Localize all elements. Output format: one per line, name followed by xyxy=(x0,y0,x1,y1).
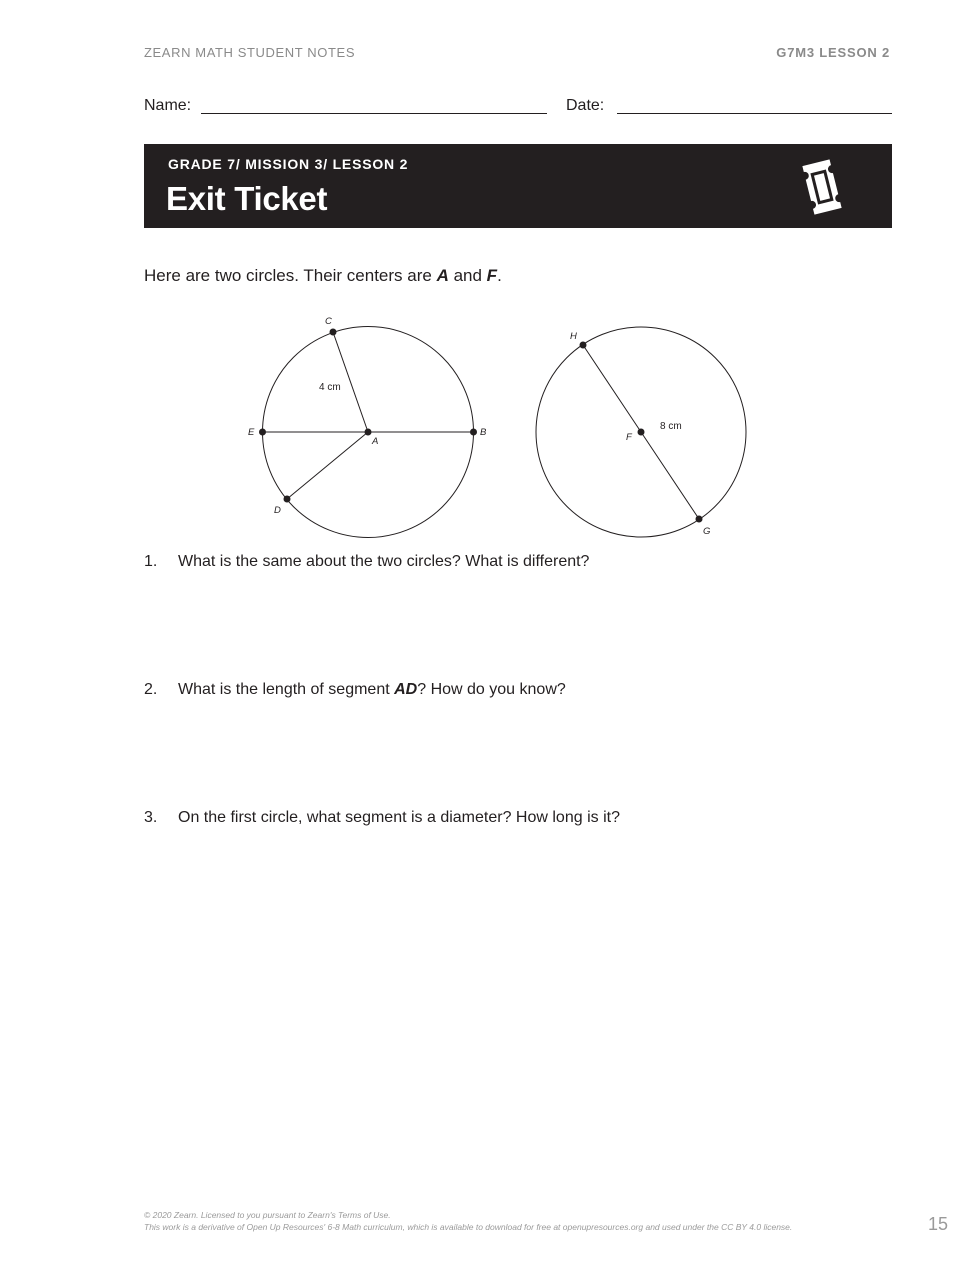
point-h xyxy=(580,342,587,349)
intro-text: Here are two circles. Their centers are A and F. xyxy=(144,266,502,285)
footer-attribution: This work is a derivative of Open Up Resources' 6-8 Math curriculum, which is available to download for free at openupresources.org and used under the CC BY 4.0 license. xyxy=(144,1222,793,1232)
exit-ticket-banner xyxy=(144,144,892,228)
question-text: On the first circle, what segment is a diameter? How long is it? xyxy=(178,809,620,826)
point-d xyxy=(284,496,291,503)
label-c: C xyxy=(325,316,332,327)
point-b xyxy=(470,429,477,436)
point-g xyxy=(696,516,703,523)
name-label: Name: xyxy=(144,97,192,114)
header-lesson-label: G7M3 LESSON 2 xyxy=(776,45,890,60)
point-e xyxy=(259,429,266,436)
footer-license xyxy=(144,1209,792,1233)
radius-label: 4 cm xyxy=(319,382,341,393)
label-h: H xyxy=(570,331,577,342)
question-number: 2. xyxy=(144,681,158,698)
label-f: F xyxy=(626,432,632,443)
label-b: B xyxy=(480,427,487,438)
ticket-icon xyxy=(800,158,844,216)
label-e: E xyxy=(248,427,255,438)
segment-ad-label: AD xyxy=(394,681,418,698)
header-left-label: ZEARN MATH STUDENT NOTES xyxy=(144,45,356,60)
center-f-label: F xyxy=(486,266,498,285)
segment-ad xyxy=(287,432,368,499)
banner-subtitle: GRADE 7/ MISSION 3/ LESSON 2 xyxy=(168,156,409,172)
page-number: 15 xyxy=(928,1214,949,1234)
label-d: D xyxy=(274,505,281,516)
question-text: What is the length of segment AD? How do you know? xyxy=(178,681,566,698)
center-a-label: A xyxy=(436,266,449,285)
question-number: 1. xyxy=(144,553,158,570)
question-number: 3. xyxy=(144,809,158,826)
banner-title: Exit Ticket xyxy=(166,180,328,217)
date-line xyxy=(617,113,892,114)
diameter-label: 8 cm xyxy=(660,421,682,432)
point-c xyxy=(330,329,337,336)
label-a: A xyxy=(372,436,379,447)
name-line xyxy=(201,113,547,114)
point-f xyxy=(638,429,645,436)
label-g: G xyxy=(703,526,711,537)
circles-figure xyxy=(240,312,760,544)
date-label: Date: xyxy=(566,97,605,114)
point-a xyxy=(365,429,372,436)
question-text: What is the same about the two circles? What is different? xyxy=(178,553,590,570)
footer-copyright: © 2020 Zearn. Licensed to you pursuant to Zearn's Terms of Use. xyxy=(144,1210,391,1220)
